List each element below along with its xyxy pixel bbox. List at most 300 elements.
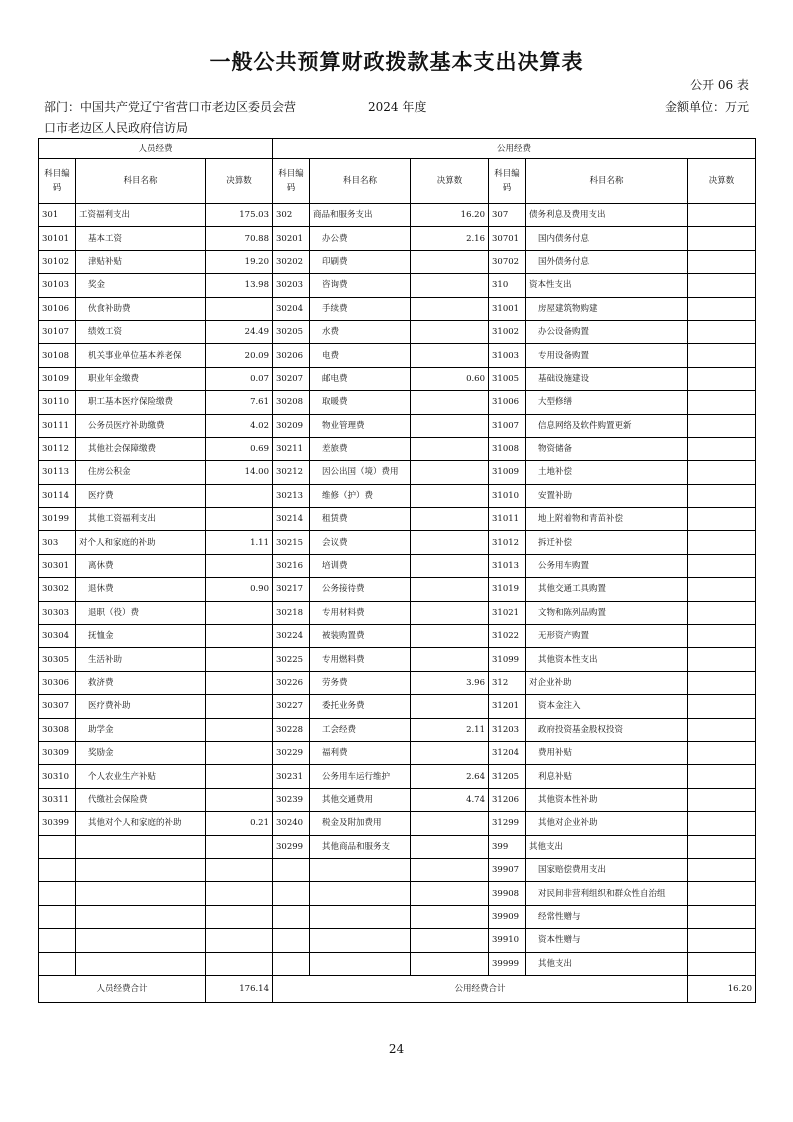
cell-code: 31022 bbox=[489, 625, 526, 648]
cell-amount bbox=[688, 812, 756, 835]
cell-code: 30201 bbox=[273, 227, 310, 250]
cell-code: 30110 bbox=[39, 391, 76, 414]
cell-name: 工资福利支出 bbox=[76, 204, 206, 227]
cell-code bbox=[273, 905, 310, 928]
cell-amount bbox=[688, 601, 756, 624]
cell-name: 水费 bbox=[310, 320, 411, 343]
cell-name: 职工基本医疗保险缴费 bbox=[76, 391, 206, 414]
cell-code: 30311 bbox=[39, 788, 76, 811]
cell-name: 拆迁补偿 bbox=[526, 531, 688, 554]
expenditure-table bbox=[38, 138, 756, 1003]
cell-code: 30108 bbox=[39, 344, 76, 367]
cell-name: 福利费 bbox=[310, 741, 411, 764]
cell-code: 30215 bbox=[273, 531, 310, 554]
cell-code: 399 bbox=[489, 835, 526, 858]
col-amount-header: 决算数 bbox=[688, 159, 756, 204]
cell-name bbox=[76, 905, 206, 928]
cell-amount bbox=[688, 695, 756, 718]
public-total-value: 16.20 bbox=[688, 975, 756, 1002]
cell-name: 公务员医疗补助缴费 bbox=[76, 414, 206, 437]
personnel-header: 人员经费 bbox=[39, 139, 273, 159]
cell-amount: 0.07 bbox=[206, 367, 273, 390]
cell-amount bbox=[206, 508, 273, 531]
cell-name: 医疗费补助 bbox=[76, 695, 206, 718]
cell-amount bbox=[411, 250, 489, 273]
cell-code bbox=[39, 835, 76, 858]
cell-amount bbox=[206, 765, 273, 788]
cell-code: 30227 bbox=[273, 695, 310, 718]
cell-code: 31099 bbox=[489, 648, 526, 671]
amount-unit: 金额单位：万元 bbox=[664, 100, 749, 114]
cell-code: 31201 bbox=[489, 695, 526, 718]
cell-code bbox=[273, 929, 310, 952]
col-name-header: 科目名称 bbox=[526, 159, 688, 204]
cell-name bbox=[310, 882, 411, 905]
cell-name: 手续费 bbox=[310, 297, 411, 320]
cell-amount: 0.69 bbox=[206, 437, 273, 460]
cell-code: 30109 bbox=[39, 367, 76, 390]
cell-name: 基础设施建设 bbox=[526, 367, 688, 390]
cell-code: 30107 bbox=[39, 320, 76, 343]
cell-amount bbox=[688, 344, 756, 367]
cell-name: 专用材料费 bbox=[310, 601, 411, 624]
cell-amount: 0.21 bbox=[206, 812, 273, 835]
cell-amount bbox=[688, 858, 756, 881]
cell-code: 31002 bbox=[489, 320, 526, 343]
table-row bbox=[39, 274, 756, 297]
cell-code: 30208 bbox=[273, 391, 310, 414]
cell-name bbox=[76, 858, 206, 881]
table-row bbox=[39, 367, 756, 390]
cell-amount bbox=[688, 484, 756, 507]
cell-name: 基本工资 bbox=[76, 227, 206, 250]
cell-code: 30309 bbox=[39, 741, 76, 764]
cell-code: 30113 bbox=[39, 461, 76, 484]
cell-amount bbox=[688, 531, 756, 554]
cell-name: 劳务费 bbox=[310, 671, 411, 694]
cell-name: 商品和服务支出 bbox=[310, 204, 411, 227]
cell-amount: 19.20 bbox=[206, 250, 273, 273]
cell-name: 退休费 bbox=[76, 578, 206, 601]
cell-name bbox=[310, 952, 411, 975]
cell-name: 税金及附加费用 bbox=[310, 812, 411, 835]
cell-code: 303 bbox=[39, 531, 76, 554]
cell-code: 312 bbox=[489, 671, 526, 694]
cell-name: 其他社会保障缴费 bbox=[76, 437, 206, 460]
cell-amount bbox=[688, 648, 756, 671]
cell-name bbox=[310, 929, 411, 952]
col-amount-header: 决算数 bbox=[411, 159, 489, 204]
cell-code: 30303 bbox=[39, 601, 76, 624]
page-number: 24 bbox=[388, 1042, 405, 1056]
cell-code: 31299 bbox=[489, 812, 526, 835]
cell-amount bbox=[411, 531, 489, 554]
cell-code: 30231 bbox=[273, 765, 310, 788]
table-row bbox=[39, 648, 756, 671]
cell-code: 31203 bbox=[489, 718, 526, 741]
cell-name: 邮电费 bbox=[310, 367, 411, 390]
cell-code: 30106 bbox=[39, 297, 76, 320]
cell-code: 30202 bbox=[273, 250, 310, 273]
cell-code bbox=[273, 858, 310, 881]
cell-code: 39999 bbox=[489, 952, 526, 975]
cell-name: 其他资本性补助 bbox=[526, 788, 688, 811]
cell-amount bbox=[411, 741, 489, 764]
table-row bbox=[39, 461, 756, 484]
cell-amount: 16.20 bbox=[411, 204, 489, 227]
cell-amount bbox=[411, 695, 489, 718]
cell-amount bbox=[688, 835, 756, 858]
cell-name: 印刷费 bbox=[310, 250, 411, 273]
cell-amount bbox=[206, 788, 273, 811]
cell-code bbox=[273, 882, 310, 905]
cell-code: 30240 bbox=[273, 812, 310, 835]
cell-amount bbox=[688, 554, 756, 577]
cell-code: 30226 bbox=[273, 671, 310, 694]
cell-amount bbox=[206, 671, 273, 694]
cell-code: 30308 bbox=[39, 718, 76, 741]
table-row bbox=[39, 952, 756, 975]
cell-name: 资本性赠与 bbox=[526, 929, 688, 952]
cell-name: 国外债务付息 bbox=[526, 250, 688, 273]
cell-name: 办公费 bbox=[310, 227, 411, 250]
cell-name: 助学金 bbox=[76, 718, 206, 741]
cell-code: 30111 bbox=[39, 414, 76, 437]
cell-amount bbox=[688, 671, 756, 694]
table-row bbox=[39, 858, 756, 881]
cell-code: 30239 bbox=[273, 788, 310, 811]
cell-amount: 4.02 bbox=[206, 414, 273, 437]
cell-code: 30225 bbox=[273, 648, 310, 671]
table-row bbox=[39, 671, 756, 694]
cell-code: 30209 bbox=[273, 414, 310, 437]
table-row bbox=[39, 437, 756, 460]
cell-amount bbox=[411, 601, 489, 624]
table-row bbox=[39, 601, 756, 624]
cell-name: 其他交通工具购置 bbox=[526, 578, 688, 601]
cell-name: 工会经费 bbox=[310, 718, 411, 741]
cell-name: 被装购置费 bbox=[310, 625, 411, 648]
cell-amount bbox=[688, 367, 756, 390]
table-row bbox=[39, 297, 756, 320]
cell-amount bbox=[688, 788, 756, 811]
cell-amount bbox=[206, 601, 273, 624]
cell-name: 房屋建筑物购建 bbox=[526, 297, 688, 320]
table-row bbox=[39, 531, 756, 554]
cell-amount bbox=[411, 437, 489, 460]
cell-amount: 1.11 bbox=[206, 531, 273, 554]
cell-code bbox=[39, 905, 76, 928]
cell-name: 国内债务付息 bbox=[526, 227, 688, 250]
table-row bbox=[39, 414, 756, 437]
table-row bbox=[39, 625, 756, 648]
cell-code: 31010 bbox=[489, 484, 526, 507]
table-row bbox=[39, 929, 756, 952]
cell-name: 其他资本性支出 bbox=[526, 648, 688, 671]
cell-name: 退职（役）费 bbox=[76, 601, 206, 624]
cell-code: 30206 bbox=[273, 344, 310, 367]
cell-amount bbox=[688, 765, 756, 788]
cell-amount bbox=[206, 882, 273, 905]
cell-amount bbox=[688, 437, 756, 460]
cell-name: 其他商品和服务支 bbox=[310, 835, 411, 858]
cell-amount bbox=[206, 858, 273, 881]
cell-name: 其他支出 bbox=[526, 952, 688, 975]
table-row bbox=[39, 508, 756, 531]
page-title: 一般公共预算财政拨款基本支出决算表 bbox=[209, 49, 584, 74]
cell-name: 住房公积金 bbox=[76, 461, 206, 484]
cell-name bbox=[76, 952, 206, 975]
col-code-header: 科目编码 bbox=[489, 159, 526, 204]
cell-name bbox=[310, 858, 411, 881]
cell-amount bbox=[411, 952, 489, 975]
cell-name: 绩效工资 bbox=[76, 320, 206, 343]
cell-code: 30702 bbox=[489, 250, 526, 273]
cell-amount: 14.00 bbox=[206, 461, 273, 484]
cell-amount bbox=[411, 274, 489, 297]
cell-code: 302 bbox=[273, 204, 310, 227]
cell-code: 31007 bbox=[489, 414, 526, 437]
cell-amount bbox=[688, 274, 756, 297]
cell-amount bbox=[411, 484, 489, 507]
cell-name: 伙食补助费 bbox=[76, 297, 206, 320]
cell-name: 差旅费 bbox=[310, 437, 411, 460]
cell-code: 30102 bbox=[39, 250, 76, 273]
cell-amount bbox=[411, 648, 489, 671]
cell-amount bbox=[688, 227, 756, 250]
cell-code: 30207 bbox=[273, 367, 310, 390]
cell-amount bbox=[411, 508, 489, 531]
table-number: 公开 06 表 bbox=[690, 78, 749, 92]
cell-code: 30114 bbox=[39, 484, 76, 507]
cell-amount bbox=[411, 929, 489, 952]
personnel-total-label: 人员经费合计 bbox=[39, 975, 206, 1002]
cell-name: 因公出国（境）费用 bbox=[310, 461, 411, 484]
cell-amount bbox=[688, 204, 756, 227]
cell-name: 无形资产购置 bbox=[526, 625, 688, 648]
cell-name: 其他工资福利支出 bbox=[76, 508, 206, 531]
table-row bbox=[39, 741, 756, 764]
cell-amount bbox=[411, 320, 489, 343]
cell-code: 30299 bbox=[273, 835, 310, 858]
cell-amount bbox=[411, 835, 489, 858]
cell-code: 31001 bbox=[489, 297, 526, 320]
cell-name: 专用燃料费 bbox=[310, 648, 411, 671]
cell-name: 政府投资基金股权投资 bbox=[526, 718, 688, 741]
cell-amount: 0.60 bbox=[411, 367, 489, 390]
cell-name: 救济费 bbox=[76, 671, 206, 694]
cell-name: 代缴社会保险费 bbox=[76, 788, 206, 811]
cell-amount bbox=[688, 882, 756, 905]
cell-code: 30103 bbox=[39, 274, 76, 297]
cell-amount bbox=[206, 835, 273, 858]
cell-name: 利息补贴 bbox=[526, 765, 688, 788]
total-row bbox=[39, 975, 756, 1002]
cell-name: 租赁费 bbox=[310, 508, 411, 531]
cell-amount bbox=[411, 905, 489, 928]
cell-amount bbox=[206, 741, 273, 764]
cell-amount bbox=[206, 484, 273, 507]
cell-code: 31205 bbox=[489, 765, 526, 788]
cell-amount bbox=[688, 250, 756, 273]
cell-amount bbox=[206, 648, 273, 671]
cell-name: 专用设备购置 bbox=[526, 344, 688, 367]
cell-amount: 0.90 bbox=[206, 578, 273, 601]
cell-amount bbox=[688, 391, 756, 414]
table-row bbox=[39, 788, 756, 811]
table-row bbox=[39, 812, 756, 835]
cell-code: 30302 bbox=[39, 578, 76, 601]
cell-amount bbox=[411, 812, 489, 835]
cell-amount bbox=[411, 391, 489, 414]
cell-name bbox=[76, 882, 206, 905]
cell-code: 39908 bbox=[489, 882, 526, 905]
cell-code bbox=[39, 882, 76, 905]
cell-code: 31019 bbox=[489, 578, 526, 601]
cell-code bbox=[273, 952, 310, 975]
cell-name: 国家赔偿费用支出 bbox=[526, 858, 688, 881]
cell-amount bbox=[411, 344, 489, 367]
fiscal-year: 2024 年度 bbox=[368, 100, 427, 114]
cell-name: 对民间非营利组织和群众性自治组 bbox=[526, 882, 688, 905]
cell-name: 个人农业生产补贴 bbox=[76, 765, 206, 788]
cell-name: 其他对个人和家庭的补助 bbox=[76, 812, 206, 835]
cell-code bbox=[39, 952, 76, 975]
cell-name bbox=[76, 929, 206, 952]
cell-amount: 3.96 bbox=[411, 671, 489, 694]
cell-name: 咨询费 bbox=[310, 274, 411, 297]
cell-amount bbox=[688, 625, 756, 648]
col-name-header: 科目名称 bbox=[76, 159, 206, 204]
cell-code: 30203 bbox=[273, 274, 310, 297]
cell-name: 维修（护）费 bbox=[310, 484, 411, 507]
col-name-header: 科目名称 bbox=[310, 159, 411, 204]
cell-amount bbox=[688, 741, 756, 764]
cell-code: 301 bbox=[39, 204, 76, 227]
cell-code: 30310 bbox=[39, 765, 76, 788]
cell-amount bbox=[411, 578, 489, 601]
cell-amount bbox=[688, 929, 756, 952]
cell-code: 30229 bbox=[273, 741, 310, 764]
cell-code: 30307 bbox=[39, 695, 76, 718]
table-row bbox=[39, 882, 756, 905]
col-code-header: 科目编码 bbox=[273, 159, 310, 204]
cell-code: 31021 bbox=[489, 601, 526, 624]
cell-name: 对个人和家庭的补助 bbox=[76, 531, 206, 554]
table-row bbox=[39, 391, 756, 414]
cell-code: 30306 bbox=[39, 671, 76, 694]
cell-amount: 4.74 bbox=[411, 788, 489, 811]
cell-amount bbox=[206, 625, 273, 648]
cell-amount: 2.16 bbox=[411, 227, 489, 250]
cell-code: 31009 bbox=[489, 461, 526, 484]
cell-name: 生活补助 bbox=[76, 648, 206, 671]
cell-code: 30204 bbox=[273, 297, 310, 320]
cell-name: 经常性赠与 bbox=[526, 905, 688, 928]
public-header: 公用经费 bbox=[273, 139, 756, 159]
cell-name: 会议费 bbox=[310, 531, 411, 554]
cell-amount: 20.09 bbox=[206, 344, 273, 367]
cell-code: 31012 bbox=[489, 531, 526, 554]
cell-amount bbox=[206, 554, 273, 577]
cell-amount bbox=[411, 414, 489, 437]
cell-amount: 2.11 bbox=[411, 718, 489, 741]
cell-amount bbox=[688, 297, 756, 320]
cell-name: 电费 bbox=[310, 344, 411, 367]
cell-amount: 2.64 bbox=[411, 765, 489, 788]
table-row bbox=[39, 554, 756, 577]
cell-amount bbox=[411, 297, 489, 320]
table-row bbox=[39, 320, 756, 343]
cell-code: 39909 bbox=[489, 905, 526, 928]
cell-code: 31206 bbox=[489, 788, 526, 811]
cell-name: 公务用车运行维护 bbox=[310, 765, 411, 788]
cell-amount: 13.98 bbox=[206, 274, 273, 297]
cell-code: 30301 bbox=[39, 554, 76, 577]
cell-name: 土地补偿 bbox=[526, 461, 688, 484]
cell-amount bbox=[688, 320, 756, 343]
cell-name: 离休费 bbox=[76, 554, 206, 577]
cell-code: 30224 bbox=[273, 625, 310, 648]
table-row bbox=[39, 835, 756, 858]
cell-name: 信息网络及软件购置更新 bbox=[526, 414, 688, 437]
cell-name: 奖励金 bbox=[76, 741, 206, 764]
cell-amount bbox=[206, 952, 273, 975]
cell-code: 31204 bbox=[489, 741, 526, 764]
table-row bbox=[39, 204, 756, 227]
cell-code: 30213 bbox=[273, 484, 310, 507]
cell-name: 取暖费 bbox=[310, 391, 411, 414]
cell-code: 31011 bbox=[489, 508, 526, 531]
cell-name: 职业年金缴费 bbox=[76, 367, 206, 390]
cell-code: 31013 bbox=[489, 554, 526, 577]
cell-name: 对企业补助 bbox=[526, 671, 688, 694]
cell-amount: 24.49 bbox=[206, 320, 273, 343]
cell-name bbox=[310, 905, 411, 928]
cell-name: 物资储备 bbox=[526, 437, 688, 460]
cell-code: 31003 bbox=[489, 344, 526, 367]
cell-code bbox=[39, 929, 76, 952]
cell-name: 资本性支出 bbox=[526, 274, 688, 297]
table-row bbox=[39, 344, 756, 367]
table-row bbox=[39, 695, 756, 718]
cell-amount bbox=[411, 882, 489, 905]
cell-code: 39910 bbox=[489, 929, 526, 952]
cell-code: 30205 bbox=[273, 320, 310, 343]
cell-amount bbox=[206, 695, 273, 718]
table-row bbox=[39, 484, 756, 507]
cell-code: 31006 bbox=[489, 391, 526, 414]
cell-code: 30101 bbox=[39, 227, 76, 250]
cell-amount: 7.61 bbox=[206, 391, 273, 414]
table-row bbox=[39, 227, 756, 250]
cell-amount bbox=[206, 905, 273, 928]
cell-code: 30399 bbox=[39, 812, 76, 835]
cell-name: 大型修缮 bbox=[526, 391, 688, 414]
cell-name: 其他对企业补助 bbox=[526, 812, 688, 835]
cell-name: 公务接待费 bbox=[310, 578, 411, 601]
cell-amount bbox=[206, 929, 273, 952]
cell-code: 310 bbox=[489, 274, 526, 297]
cell-name: 物业管理费 bbox=[310, 414, 411, 437]
cell-code: 30217 bbox=[273, 578, 310, 601]
cell-name: 抚恤金 bbox=[76, 625, 206, 648]
cell-code bbox=[39, 858, 76, 881]
cell-code: 30216 bbox=[273, 554, 310, 577]
cell-name: 津贴补贴 bbox=[76, 250, 206, 273]
cell-amount bbox=[688, 461, 756, 484]
table-row bbox=[39, 905, 756, 928]
